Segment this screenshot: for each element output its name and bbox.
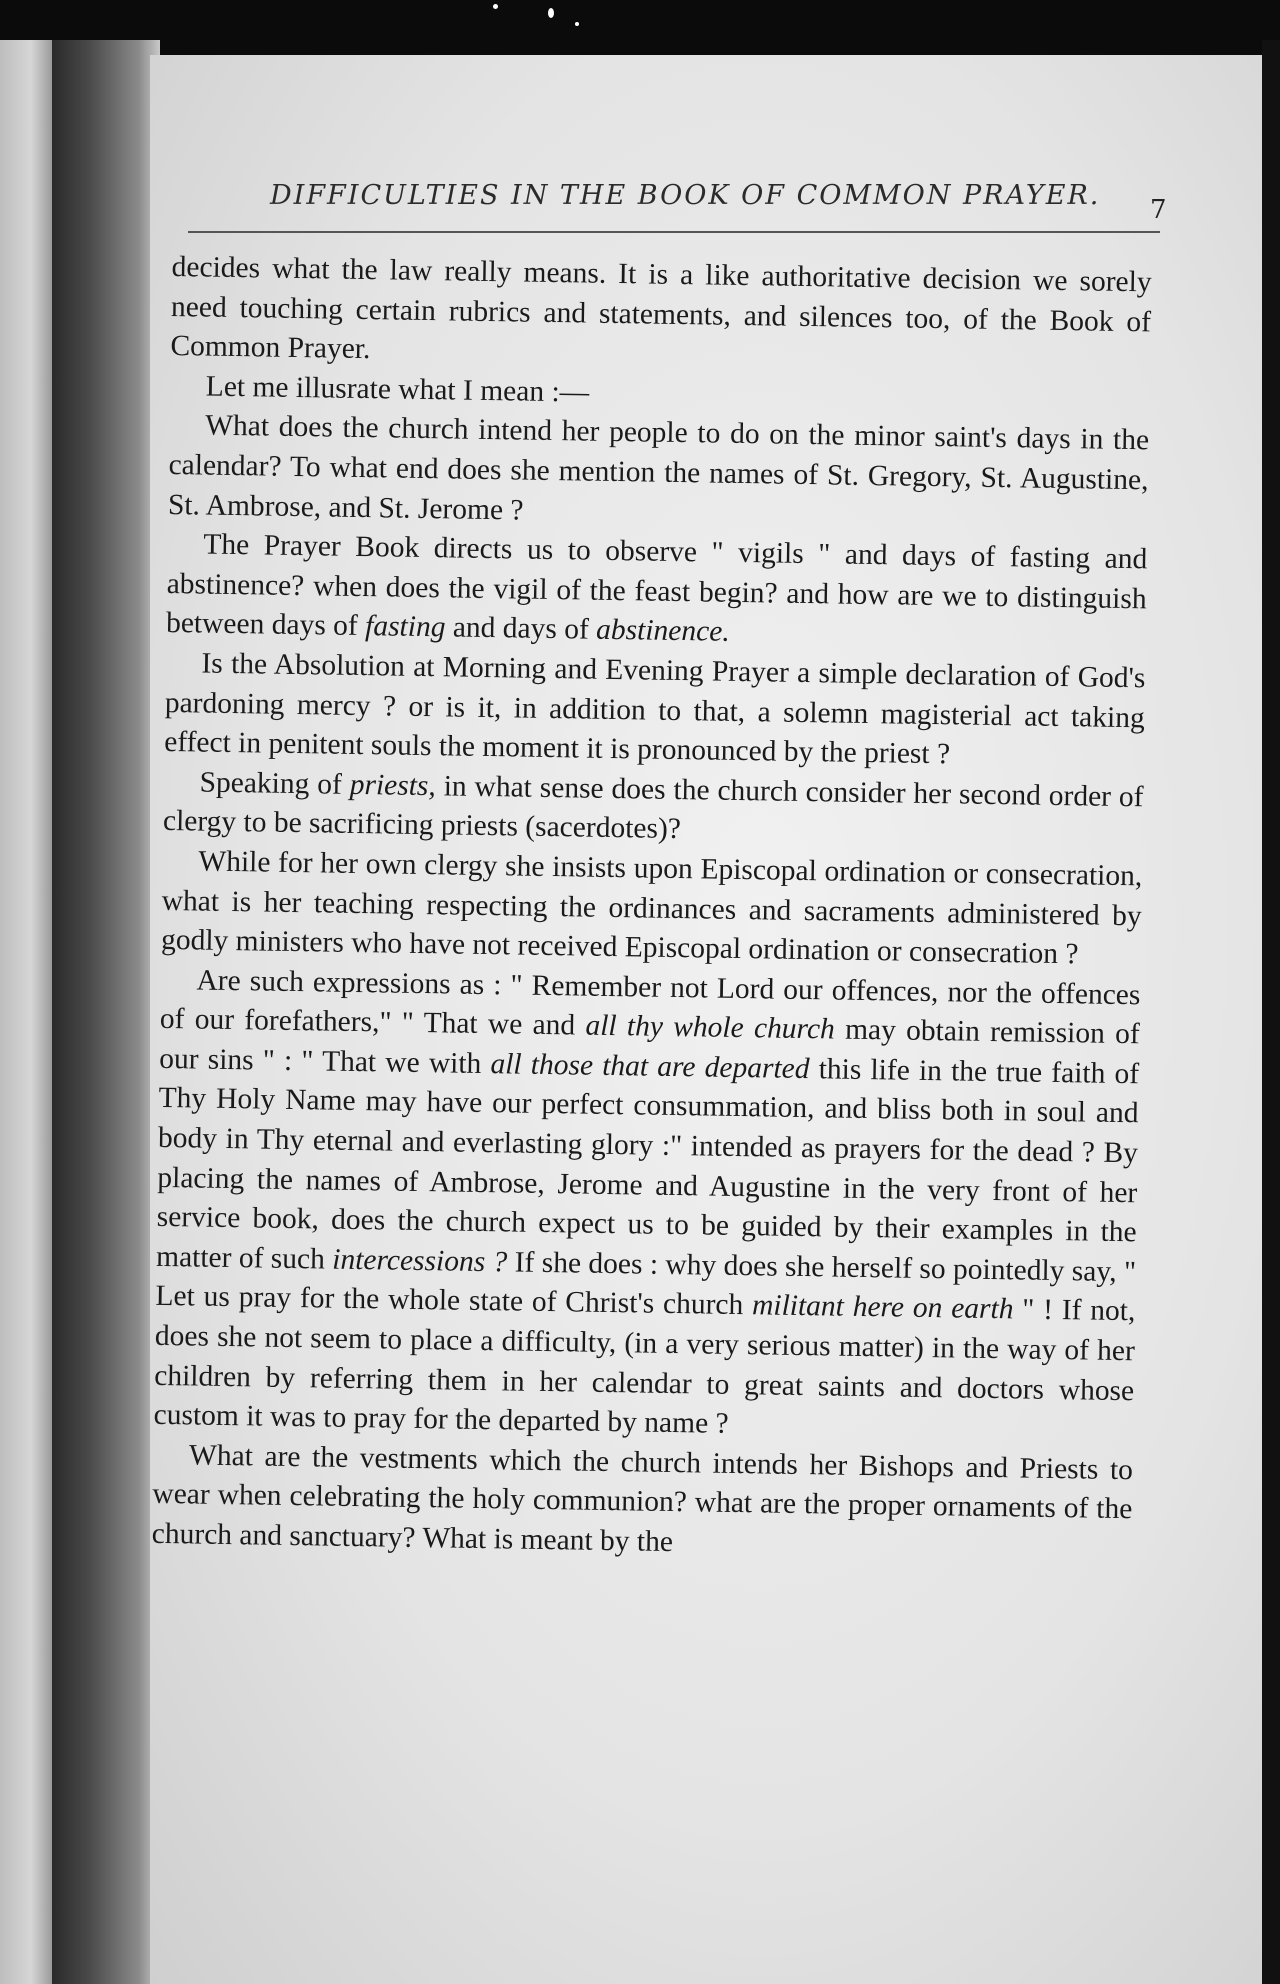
paragraph (163, 763, 1144, 858)
text-run: in what sense does the church consider her second order of clergy to be sacrificing priests (sacerdotes)? (162, 769, 1144, 846)
italic-text: intercessions ? (332, 1243, 508, 1279)
text-run: this life in the true faith of Thy Holy Name may have our perfect consummation, and bliss both in soul and body in Thy eternal and everlasting glory :" intended as prayers for the dead ? By placing the names of Ambrose, Jerome and Augustine in the very front of her service book, does the church expect us to be guided by their examples in the matter of such (155, 1052, 1140, 1276)
facing-page-edge (0, 40, 52, 1984)
running-title: DIFFICULTIES IN THE BOOK OF COMMON PRAYER. (270, 180, 1101, 211)
dust-speck (493, 4, 498, 9)
paragraph: What does the church intend her people to do on the minor saint's days in the calendar? To what end does she mention the names of St. Gregory, St. Augustine, St. Ambrose, and St. Jerome ? (167, 409, 1150, 527)
text-run: and days of (445, 611, 597, 647)
italic-text: militant here on earth (751, 1289, 1014, 1326)
header-rule (188, 231, 1160, 233)
paragraph (166, 525, 1148, 659)
book-spine-shadow (52, 40, 160, 1984)
dust-speck (548, 8, 554, 18)
italic-text: priests, (349, 768, 437, 802)
italic-text: fasting (364, 610, 446, 644)
body-text (151, 248, 1151, 1570)
paragraph (153, 961, 1140, 1451)
text-run: Speaking of (199, 766, 351, 801)
text-run: Are such expressions as : " Remember not Lord our offences, nor the offences of our forefathers," " That we and (159, 964, 1141, 1042)
dust-speck (575, 22, 579, 26)
paragraph: decides what the law really means. It is a like authoritative decision we sorely need touching certain rubrics and statements, and silences too, of the Book of Common Prayer. (170, 250, 1152, 366)
paragraph: Is the Absolution at Morning and Evening Prayer a simple declaration of God's pardoning mercy ? or is it, in addition to that, a solemn magisterial act taking effect in penitent souls the moment it is pronounced by the priest ? (163, 647, 1146, 771)
italic-text: all those that are departed (490, 1047, 810, 1085)
paragraph: Let me illusrate what I mean :— (205, 370, 590, 409)
text-run: The Prayer Book directs us to observe " vigils " and days of fasting and abstinence? when does the vigil of the feast begin? and how are we to distinguish between days of (165, 528, 1148, 643)
text-run: If she does : why does she herself so pointedly say, " Let us pray for the whole state of Christ's church (155, 1246, 1137, 1322)
scan-border (1262, 40, 1280, 1984)
paragraph: What are the vestments which the church intends her Bishops and Priests to wear when celebrating the holy communion? what are the proper ornaments of the church and sanctuary? What is meant by the (151, 1439, 1134, 1559)
italic-text: abstinence. (595, 614, 730, 649)
text-run: may obtain remission of our sins " : " That we with (159, 1013, 1140, 1080)
text-run: " ! If not, does she not seem to place a difficulty, (in a very serious matter) in the way of her children by referring them in her calendar to great saints and doctors whose custom it was to pray for the departed by name ? (153, 1293, 1136, 1441)
paragraph: While for her own clergy she insists upon Episcopal ordination or consecration, what is her teaching respecting the ordinances and sacraments administered by godly ministers who have not received Episcopal ordination or consecration ? (160, 845, 1143, 971)
page-number: 7 (1150, 195, 1167, 225)
italic-text: all thy whole church (585, 1009, 836, 1046)
